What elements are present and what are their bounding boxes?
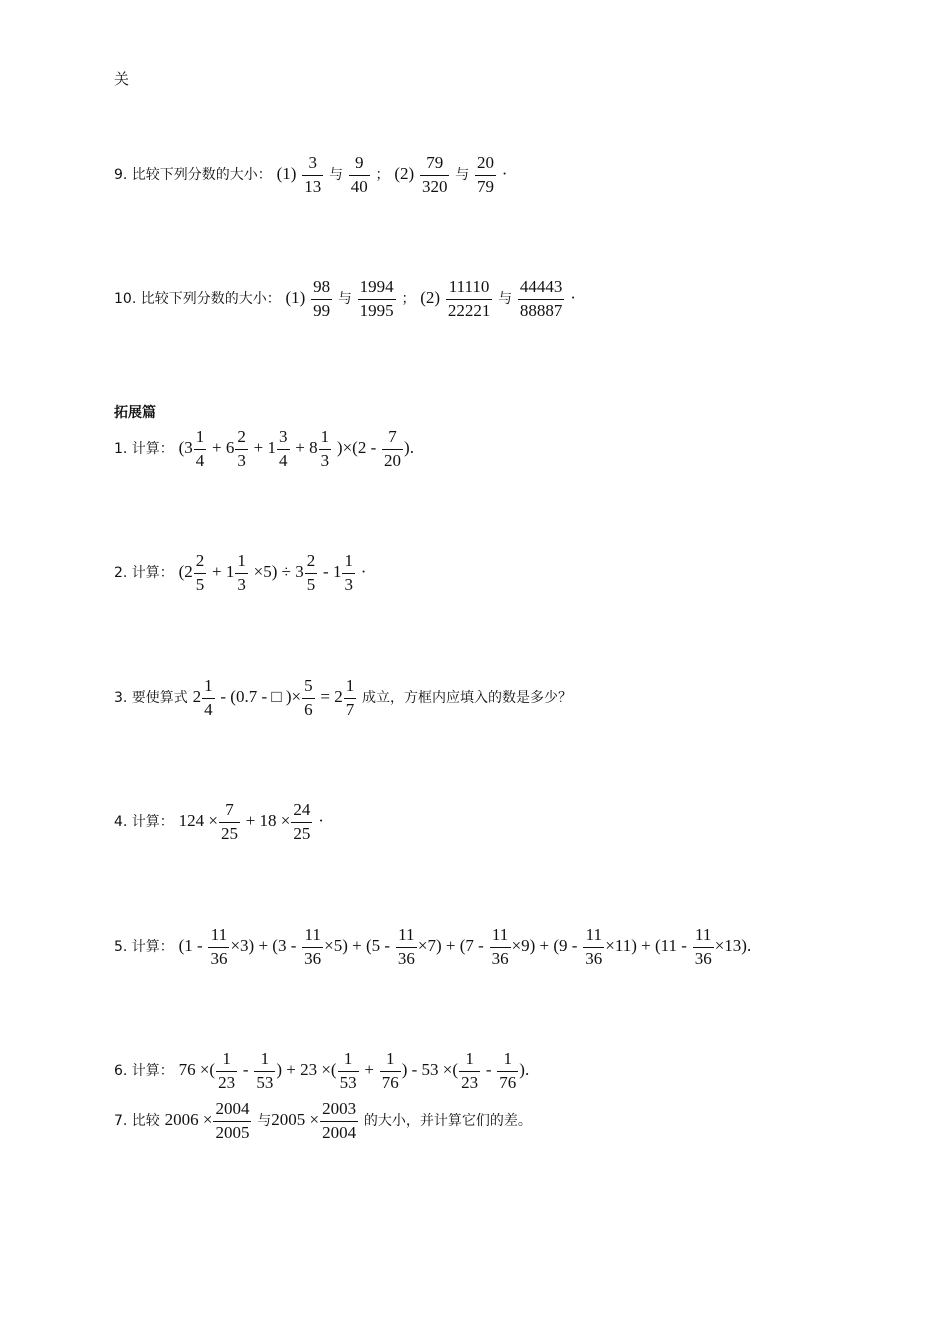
expr-text: + 1 xyxy=(253,438,277,458)
expr-text: + 1 xyxy=(212,562,235,582)
expr-text: 124 × xyxy=(178,811,218,831)
separator: ； xyxy=(401,291,416,308)
numerator: 1994 xyxy=(358,278,396,300)
fraction xyxy=(235,428,248,470)
numerator: 1 xyxy=(319,428,332,450)
fraction xyxy=(302,154,323,196)
numerator: 1 xyxy=(254,1050,275,1072)
numerator: 44443 xyxy=(518,278,565,300)
separator: ； xyxy=(375,167,390,184)
fraction xyxy=(291,801,312,843)
denominator: 79 xyxy=(477,176,494,196)
denominator: 6 xyxy=(304,699,313,719)
fraction xyxy=(302,677,315,719)
fraction xyxy=(490,926,511,968)
fraction xyxy=(208,926,229,968)
fraction xyxy=(518,278,565,320)
expr-text: (2 xyxy=(178,562,193,582)
conjunction: 与 xyxy=(498,291,513,308)
fraction xyxy=(254,1050,275,1092)
numerator: 1 xyxy=(216,1050,237,1072)
denominator: 4 xyxy=(204,699,213,719)
conjunction: 与 xyxy=(328,167,343,184)
extension-problem-2 xyxy=(114,552,366,594)
denominator: 36 xyxy=(397,948,415,968)
numerator: 1 xyxy=(235,552,248,574)
denominator: 20 xyxy=(384,450,402,470)
numerator: 98 xyxy=(311,278,332,300)
denominator: 2004 xyxy=(322,1122,357,1142)
conjunction: 与 xyxy=(455,167,470,184)
denominator: 4 xyxy=(195,450,205,470)
denominator: 7 xyxy=(345,699,355,719)
fraction xyxy=(475,154,496,196)
numerator: 3 xyxy=(302,154,323,176)
problem-tail: 成立，方框内应填入的数是多少？ xyxy=(362,690,573,707)
problem-9 xyxy=(114,154,507,196)
expr-text: ×11) + (11 - xyxy=(605,936,687,956)
fraction xyxy=(235,552,248,594)
fraction xyxy=(459,1050,480,1092)
denominator: 3 xyxy=(237,574,246,594)
problem-lead: 10. 比较下列分数的大小： xyxy=(114,291,281,308)
expr-text: - 1 xyxy=(323,562,342,582)
fraction xyxy=(277,428,290,470)
fraction xyxy=(420,154,450,196)
denominator: 88887 xyxy=(519,300,563,320)
expr-text: ). xyxy=(519,1060,530,1080)
expr-text: + xyxy=(364,1060,374,1080)
fraction xyxy=(213,1100,251,1142)
end-mark: · xyxy=(570,288,576,308)
fraction xyxy=(202,677,215,719)
problem-tail: 的大小，并计算它们的差。 xyxy=(363,1113,532,1130)
numerator: 79 xyxy=(420,154,450,176)
part-label: (1) xyxy=(276,164,297,184)
denominator: 53 xyxy=(256,1072,274,1092)
fraction xyxy=(216,1050,237,1092)
end-mark: · xyxy=(318,811,324,831)
expr-text: (1 - xyxy=(178,936,203,956)
fraction xyxy=(194,552,207,594)
problem-lead: 9. 比较下列分数的大小： xyxy=(114,167,272,184)
expr-text: ) - 53 ×( xyxy=(401,1060,459,1080)
denominator: 3 xyxy=(237,450,246,470)
fraction xyxy=(349,154,370,196)
expr-text: ×5) + (5 - xyxy=(324,936,391,956)
fraction xyxy=(380,1050,401,1092)
denominator: 22221 xyxy=(447,300,491,320)
fraction xyxy=(302,926,323,968)
numerator: 11 xyxy=(693,926,714,948)
numerator: 11 xyxy=(396,926,417,948)
denominator: 5 xyxy=(306,574,316,594)
expr-text: 2006 × xyxy=(164,1110,213,1130)
extension-problem-3 xyxy=(114,677,572,719)
numerator: 7 xyxy=(382,428,403,450)
extension-problem-1 xyxy=(114,428,414,470)
numerator: 1 xyxy=(342,552,355,574)
expr-text: 2 xyxy=(192,687,202,707)
expr-text: 2005 × xyxy=(271,1110,320,1130)
extension-problem-7 xyxy=(114,1100,532,1142)
fraction xyxy=(382,428,403,470)
denominator: 36 xyxy=(491,948,509,968)
expr-text: = 2 xyxy=(320,687,343,707)
section-heading: 拓展篇 xyxy=(114,405,156,421)
numerator: 2 xyxy=(194,552,207,574)
numerator: 1 xyxy=(202,677,215,699)
denominator: 3 xyxy=(320,450,330,470)
numerator: 11110 xyxy=(446,278,493,300)
denominator: 4 xyxy=(279,450,288,470)
numerator: 11 xyxy=(490,926,511,948)
expr-text: ×13). xyxy=(714,936,752,956)
problem-lead: 7. 比较 xyxy=(114,1113,160,1130)
end-mark: · xyxy=(501,164,508,184)
numerator: 1 xyxy=(497,1050,518,1072)
numerator: 1 xyxy=(344,677,357,699)
denominator: 76 xyxy=(499,1072,517,1092)
fraction xyxy=(342,552,355,594)
expr-text: ×7) + (7 - xyxy=(417,936,484,956)
problem-lead: 3. 要使算式 xyxy=(114,690,188,707)
numerator: 20 xyxy=(475,154,496,176)
expr-text: - xyxy=(485,1060,492,1080)
fraction xyxy=(497,1050,518,1092)
denominator: 99 xyxy=(313,300,331,320)
expr-text: )×(2 - xyxy=(336,438,377,458)
expr-text: - (0.7 - □ )× xyxy=(220,687,302,707)
numerator: 2004 xyxy=(213,1100,251,1122)
denominator: 23 xyxy=(218,1072,236,1092)
denominator: 76 xyxy=(381,1072,399,1092)
expr-text: ) + 23 ×( xyxy=(276,1060,337,1080)
extension-problem-4 xyxy=(114,801,324,843)
expr-text: + 18 × xyxy=(245,811,291,831)
part-label: (2) xyxy=(420,288,441,308)
numerator: 24 xyxy=(291,801,312,823)
denominator: 36 xyxy=(304,948,322,968)
expr-text: - xyxy=(242,1060,249,1080)
problem-lead: 5. 计算： xyxy=(114,939,174,956)
fragment-text: 关 xyxy=(114,70,130,88)
end-mark: · xyxy=(360,562,367,582)
numerator: 2003 xyxy=(320,1100,358,1122)
expr-text: ×3) + (3 - xyxy=(230,936,297,956)
fraction xyxy=(219,801,240,843)
expr-text: (3 xyxy=(178,438,193,458)
part-label: (1) xyxy=(285,288,306,308)
denominator: 5 xyxy=(195,574,205,594)
fraction xyxy=(305,552,318,594)
denominator: 23 xyxy=(461,1072,479,1092)
conjunction: 与 xyxy=(337,291,352,308)
fraction xyxy=(583,926,604,968)
numerator: 1 xyxy=(338,1050,359,1072)
problem-lead: 6. 计算： xyxy=(114,1063,174,1080)
numerator: 11 xyxy=(583,926,604,948)
denominator: 25 xyxy=(293,823,311,843)
fraction xyxy=(358,278,396,320)
fraction xyxy=(446,278,493,320)
problem-lead: 2. 计算： xyxy=(114,565,174,582)
fraction xyxy=(338,1050,359,1092)
fraction xyxy=(311,278,332,320)
denominator: 13 xyxy=(304,176,322,196)
extension-problem-5 xyxy=(114,926,751,968)
numerator: 7 xyxy=(219,801,240,823)
expr-text: + 8 xyxy=(295,438,318,458)
numerator: 1 xyxy=(194,428,207,450)
problem-lead: 4. 计算： xyxy=(114,814,174,831)
denominator: 1995 xyxy=(359,300,394,320)
numerator: 2 xyxy=(235,428,248,450)
denominator: 36 xyxy=(210,948,228,968)
problem-10 xyxy=(114,278,576,320)
fraction xyxy=(319,428,332,470)
problem-lead: 1. 计算： xyxy=(114,441,174,458)
numerator: 1 xyxy=(459,1050,480,1072)
numerator: 9 xyxy=(349,154,370,176)
denominator: 320 xyxy=(421,176,448,196)
numerator: 5 xyxy=(302,677,315,699)
numerator: 11 xyxy=(208,926,229,948)
part-label: (2) xyxy=(394,164,415,184)
denominator: 2005 xyxy=(215,1122,250,1142)
fraction xyxy=(396,926,417,968)
expr-text: + 6 xyxy=(212,438,235,458)
numerator: 1 xyxy=(380,1050,401,1072)
expr-text: 76 ×( xyxy=(178,1060,216,1080)
fraction xyxy=(693,926,714,968)
numerator: 2 xyxy=(305,552,318,574)
expr-text: ). xyxy=(404,438,414,458)
extension-problem-6 xyxy=(114,1050,529,1092)
denominator: 36 xyxy=(585,948,603,968)
expr-text: ×5) ÷ 3 xyxy=(253,562,304,582)
denominator: 53 xyxy=(339,1072,357,1092)
denominator: 3 xyxy=(344,574,353,594)
fraction xyxy=(320,1100,358,1142)
numerator: 11 xyxy=(302,926,323,948)
denominator: 25 xyxy=(220,823,238,843)
denominator: 36 xyxy=(694,948,712,968)
fraction xyxy=(344,677,357,719)
expr-text: ×9) + (9 - xyxy=(511,936,578,956)
numerator: 3 xyxy=(277,428,290,450)
denominator: 40 xyxy=(350,176,368,196)
conjunction: 与 xyxy=(257,1113,272,1130)
fraction xyxy=(194,428,207,470)
